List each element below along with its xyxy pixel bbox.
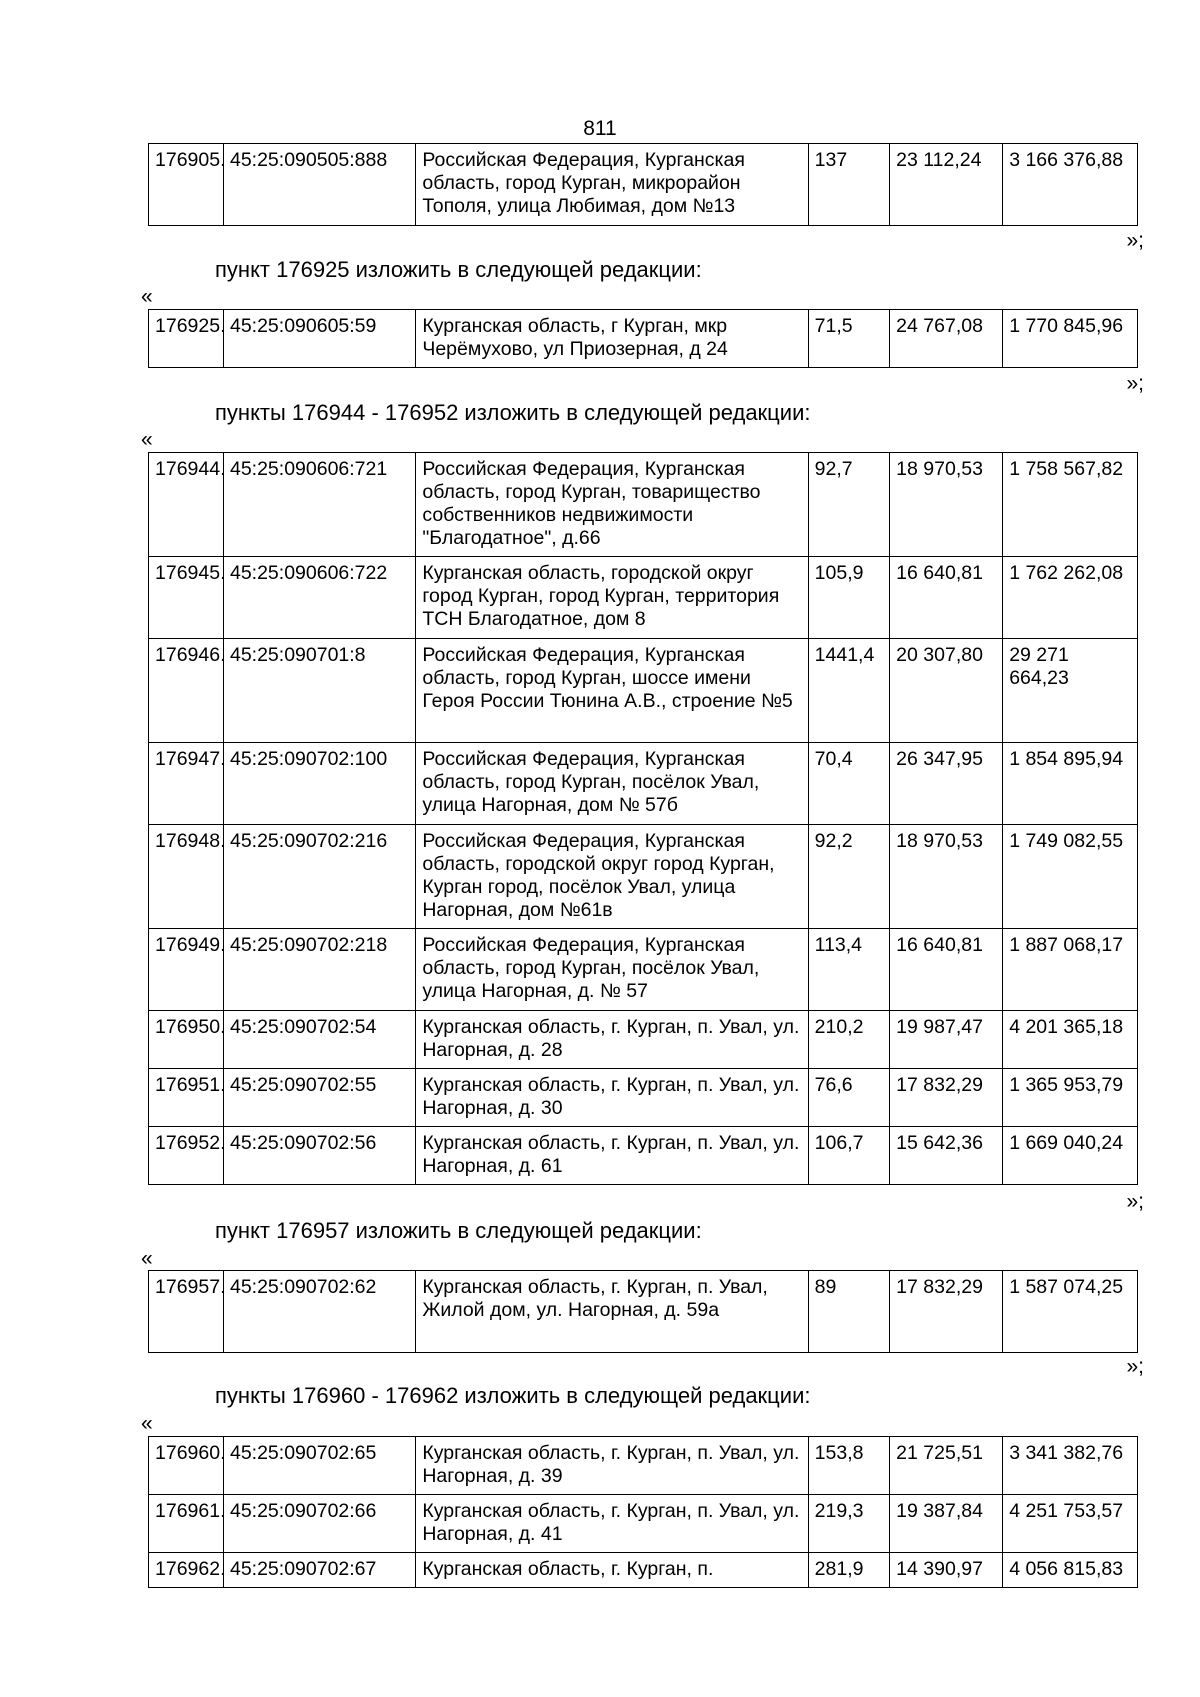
area: 89 [808,1271,890,1353]
cadastral-value: 1 758 567,82 [1003,453,1138,557]
cadastral-value: 1 669 040,24 [1003,1127,1138,1185]
table-row [149,639,1138,743]
cadastral-number: 45:25:090702:100 [223,743,415,825]
item-number: 176945. [149,557,224,639]
address: Курганская область, г. Курган, п. [416,1553,808,1588]
item-number: 176949. [149,929,224,1011]
address: Российская Федерация, Курганская область, город Курган, микрорайон Тополя, улица Любимая, дом №13 [416,144,808,226]
rate: 24 767,08 [890,310,1003,368]
closing-quote: »; [1126,372,1144,395]
table-row [149,1553,1138,1588]
item-number: 176960. [149,1437,224,1495]
area: 1441,4 [808,639,890,743]
cadastral-value: 1 854 895,94 [1003,743,1138,825]
area: 153,8 [808,1437,890,1495]
rate: 18 970,53 [890,825,1003,929]
rate: 14 390,97 [890,1553,1003,1588]
table-row [149,929,1138,1011]
cadastral-value: 1 762 262,08 [1003,557,1138,639]
area: 281,9 [808,1553,890,1588]
cadastral-value: 1 365 953,79 [1003,1069,1138,1127]
area: 137 [808,144,890,226]
cadastral-value: 1 887 068,17 [1003,929,1138,1011]
address: Курганская область, г. Курган, п. Увал, Жилой дом, ул. Нагорная, д. 59а [416,1271,808,1353]
registry-table [148,1436,1138,1588]
rate: 15 642,36 [890,1127,1003,1185]
item-number: 176951. [149,1069,224,1127]
cadastral-number: 45:25:090605:59 [223,310,415,368]
table-row [149,310,1138,368]
table-row [149,557,1138,639]
table-row [149,1437,1138,1495]
opening-quote: « [141,428,153,451]
cadastral-number: 45:25:090702:218 [223,929,415,1011]
item-number: 176962. [149,1553,224,1588]
amendment-instruction: пункт 176957 изложить в следующей редакции: [215,1218,702,1243]
cadastral-number: 45:25:090701:8 [223,639,415,743]
item-number: 176905. [149,144,224,226]
area: 219,3 [808,1495,890,1553]
registry-table [148,143,1138,226]
area: 71,5 [808,310,890,368]
cadastral-value: 3 166 376,88 [1003,144,1138,226]
cadastral-value: 3 341 382,76 [1003,1437,1138,1495]
area: 76,6 [808,1069,890,1127]
rate: 17 832,29 [890,1069,1003,1127]
area: 70,4 [808,743,890,825]
address: Курганская область, г. Курган, п. Увал, ул. Нагорная, д. 30 [416,1069,808,1127]
cadastral-number: 45:25:090702:56 [223,1127,415,1185]
amendment-instruction: пункт 176925 изложить в следующей редакции: [215,257,702,282]
item-number: 176952. [149,1127,224,1185]
cadastral-number: 45:25:090702:216 [223,825,415,929]
table-row [149,1495,1138,1553]
cadastral-number: 45:25:090702:65 [223,1437,415,1495]
cadastral-number: 45:25:090702:66 [223,1495,415,1553]
table-row [149,1271,1138,1353]
address: Российская Федерация, Курганская область, город Курган, товарищество собственников недвижимости "Благодатное", д.66 [416,453,808,557]
closing-quote: »; [1126,1190,1144,1213]
registry-table [148,1270,1138,1353]
cadastral-number: 45:25:090702:62 [223,1271,415,1353]
item-number: 176961. [149,1495,224,1553]
rate: 23 112,24 [890,144,1003,226]
area: 106,7 [808,1127,890,1185]
rate: 19 387,84 [890,1495,1003,1553]
table-row [149,1069,1138,1127]
opening-quote: « [141,1412,153,1435]
address: Российская Федерация, Курганская область, городской округ город Курган, Курган город, посёлок Увал, улица Нагорная, дом №61в [416,825,808,929]
registry-table [148,309,1138,368]
address: Курганская область, г. Курган, п. Увал, ул. Нагорная, д. 61 [416,1127,808,1185]
cadastral-number: 45:25:090702:54 [223,1011,415,1069]
cadastral-value: 1 587 074,25 [1003,1271,1138,1353]
item-number: 176947. [149,743,224,825]
item-number: 176944. [149,453,224,557]
opening-quote: « [141,1247,153,1270]
address: Курганская область, городской округ город Курган, город Курган, территория ТСН Благодатное, дом 8 [416,557,808,639]
table-row [149,1127,1138,1185]
table-row [149,825,1138,929]
table-row [149,743,1138,825]
item-number: 176957. [149,1271,224,1353]
amendment-instruction: пункты 176960 - 176962 изложить в следующей редакции: [215,1383,811,1408]
cadastral-value: 1 749 082,55 [1003,825,1138,929]
cadastral-number: 45:25:090606:721 [223,453,415,557]
area: 92,2 [808,825,890,929]
address: Курганская область, г Курган, мкр Черёмухово, ул Приозерная, д 24 [416,310,808,368]
closing-quote: »; [1126,229,1144,252]
address: Курганская область, г. Курган, п. Увал, ул. Нагорная, д. 39 [416,1437,808,1495]
table-row [149,144,1138,226]
rate: 26 347,95 [890,743,1003,825]
rate: 17 832,29 [890,1271,1003,1353]
area: 105,9 [808,557,890,639]
page-number: 811 [583,117,617,140]
rate: 20 307,80 [890,639,1003,743]
cadastral-number: 45:25:090702:67 [223,1553,415,1588]
item-number: 176950. [149,1011,224,1069]
cadastral-number: 45:25:090606:722 [223,557,415,639]
cadastral-value: 4 201 365,18 [1003,1011,1138,1069]
area: 113,4 [808,929,890,1011]
closing-quote: »; [1126,1355,1144,1378]
rate: 21 725,51 [890,1437,1003,1495]
amendment-instruction: пункты 176944 - 176952 изложить в следующей редакции: [215,400,811,425]
area: 210,2 [808,1011,890,1069]
table-row [149,453,1138,557]
item-number: 176925. [149,310,224,368]
address: Российская Федерация, Курганская область, город Курган, шоссе имени Героя России Тюнина А.В., строение №5 [416,639,808,743]
registry-table [148,452,1138,1185]
item-number: 176946. [149,639,224,743]
rate: 18 970,53 [890,453,1003,557]
address: Курганская область, г. Курган, п. Увал, ул. Нагорная, д. 28 [416,1011,808,1069]
opening-quote: « [141,285,153,308]
rate: 16 640,81 [890,557,1003,639]
cadastral-value: 1 770 845,96 [1003,310,1138,368]
cadastral-number: 45:25:090505:888 [223,144,415,226]
item-number: 176948. [149,825,224,929]
table-row [149,1011,1138,1069]
address: Российская Федерация, Курганская область, город Курган, посёлок Увал, улица Нагорная, д. № 57 [416,929,808,1011]
address: Курганская область, г. Курган, п. Увал, ул. Нагорная, д. 41 [416,1495,808,1553]
area: 92,7 [808,453,890,557]
rate: 19 987,47 [890,1011,1003,1069]
address: Российская Федерация, Курганская область, город Курган, посёлок Увал, улица Нагорная, дом № 57б [416,743,808,825]
rate: 16 640,81 [890,929,1003,1011]
cadastral-value: 29 271 664,23 [1003,639,1138,743]
cadastral-value: 4 251 753,57 [1003,1495,1138,1553]
cadastral-number: 45:25:090702:55 [223,1069,415,1127]
cadastral-value: 4 056 815,83 [1003,1553,1138,1588]
